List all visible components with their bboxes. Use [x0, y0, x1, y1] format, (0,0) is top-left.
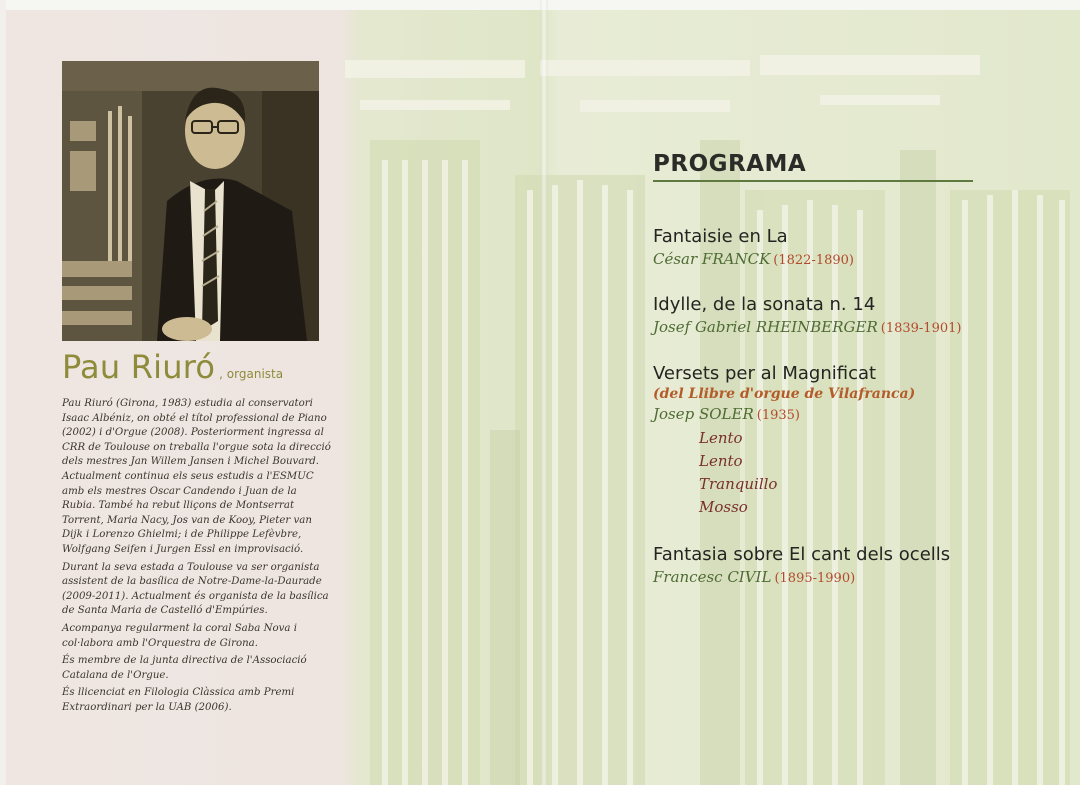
- bio-paragraph: És llicenciat en Filologia Clàssica amb Premi Extraordinari per la UAB (2006).: [62, 687, 295, 713]
- page-left-edge: [0, 0, 6, 785]
- page-fold: [540, 0, 548, 785]
- performer-role: , organista: [219, 367, 284, 381]
- programme-piece: [653, 544, 950, 586]
- piece-composer: Josef Gabriel RHEINBERGER: [653, 318, 878, 336]
- piece-composer: Josep SOLER: [653, 405, 754, 423]
- movement-item: Mosso: [699, 498, 748, 516]
- performer-name-heading: [62, 348, 362, 392]
- programme-piece: [653, 363, 915, 519]
- bio-paragraph: Pau Riuró (Girona, 1983) estudia al conservatori Isaac Albéniz, on obté el títol professional de Piano (2002) i d'Orgue (2008). Posteriorment ingressa al CRR de Toulouse on treballa l'orgue sota la direcció dels mestres Jan Willem Jansen i Michel Bouvard. Actualment continua els seus estudis a l'ESMUC amb els mestres Oscar Candendo i Juan de la Rubia. També ha rebut lliçons de Montserrat Torrent, Maria Nacy, Jos van de Kooy, Pieter van Dijk i Lorenzo Ghielmi; i de Philippe Lefèvbre, Wolfgang Seifen i Jurgen Essl en improvisació.: [62, 398, 331, 555]
- performer-name: Pau Riuró: [62, 348, 216, 386]
- movement-item: Tranquillo: [699, 475, 778, 493]
- programme-piece: [653, 294, 961, 336]
- bio-paragraph: Acompanya regularment la coral Saba Nova i col·labora amb l'Orquestra de Girona.: [62, 622, 297, 649]
- piece-composer-dates: (1822-1890): [773, 253, 854, 268]
- piece-title: Versets per al Magnificat: [653, 363, 877, 384]
- piece-composer-dates: (1839-1901): [880, 321, 962, 336]
- piece-title: Fantasia sobre El cant dels ocells: [653, 544, 951, 565]
- programme-title-rule: [653, 180, 973, 182]
- piece-composer-line: [653, 318, 961, 336]
- programme-piece: [653, 226, 854, 268]
- piece-composer-line: [653, 568, 950, 586]
- bio-paragraph: És membre de la junta directiva de l'Associació Catalana de l'Orgue.: [62, 655, 307, 681]
- piece-composer-line: [653, 250, 854, 268]
- piece-composer: César FRANCK: [653, 250, 771, 268]
- piece-title: Fantaisie en La: [653, 226, 788, 247]
- performer-biography: [62, 397, 332, 718]
- programme-title: PROGRAMA: [653, 151, 807, 177]
- piece-composer-line: [653, 405, 915, 423]
- piece-composer-dates: (1895-1990): [774, 571, 856, 586]
- piece-source: (del Llibre d'orgue de Vilafranca): [653, 386, 916, 402]
- piece-title: Idylle, de la sonata n. 14: [653, 294, 876, 315]
- piece-composer-dates: (1935): [756, 408, 801, 423]
- movement-list: [699, 427, 915, 519]
- performer-photo: [62, 61, 319, 341]
- movement-item: Lento: [699, 429, 743, 447]
- piece-composer: Francesc CIVIL: [653, 568, 772, 586]
- movement-item: Lento: [699, 452, 743, 470]
- bio-paragraph: Durant la seva estada a Toulouse va ser organista assistent de la basílica de Notre-Dame-la-Daurade (2009-2011). Actualment és organista de la basílica de Santa Maria de Castelló d'Empúries.: [62, 561, 329, 617]
